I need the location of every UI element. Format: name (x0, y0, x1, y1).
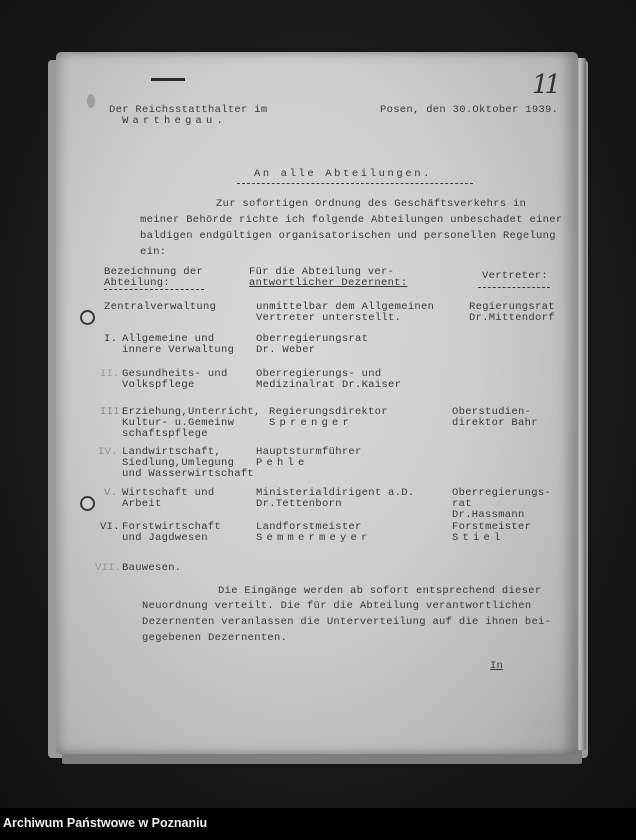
typed-bar-mark (151, 78, 185, 81)
dezernent: Dr.Tettenborn (256, 498, 342, 510)
subject-underline (237, 183, 473, 184)
stain-mark (87, 94, 95, 108)
department-name: Arbeit (122, 498, 162, 510)
punch-hole (80, 496, 95, 511)
intro-line-2: meiner Behörde richte ich folgende Abteilungen unbeschadet einer (140, 214, 563, 226)
punch-hole (80, 310, 95, 325)
dezernent: Hauptsturmführer (256, 446, 362, 458)
sender-line-2: Warthegau. (122, 115, 228, 127)
header-vertreter-underline (478, 287, 550, 288)
department-name: Landwirtschaft, (122, 446, 222, 458)
header-dezernent-2: antwortlicher Dezernent: (249, 277, 408, 289)
archive-name: Archiwum Państwowe w Poznaniu (3, 816, 208, 830)
department-name: schaftspflege (122, 428, 208, 440)
department-numeral: III. (100, 406, 127, 418)
vertreter: Regierungsrat (469, 301, 555, 313)
department-numeral: I. (104, 333, 118, 345)
department-name: Allgemeine und (122, 333, 215, 345)
header-department-1: Bezeichnung der (104, 266, 204, 278)
department-name: und Jagdwesen (122, 532, 208, 544)
dezernent: Vertreter unterstellt. (256, 312, 402, 324)
dezernent: Oberregierungsrat (256, 333, 369, 345)
dezernent: unmittelbar dem Allgemeinen (256, 301, 435, 313)
department-name: Gesundheits- und (122, 368, 228, 380)
department-numeral: IV. (98, 446, 118, 458)
department-numeral: VI. (100, 521, 120, 533)
closing-line-1: Die Eingänge werden ab sofort entsprechend dieser (218, 585, 542, 597)
vertreter: direktor Bahr (452, 417, 538, 429)
closing-line-2: Neuordnung verteilt. Die für die Abteilung verantwortlichen (142, 600, 532, 612)
intro-line-1: Zur sofortigen Ordnung des Geschäftsverkehrs in (216, 198, 527, 210)
header-dezernent-1: Für die Abteilung ver- (249, 266, 395, 278)
department-name: und Wasserwirtschaft (122, 468, 255, 480)
closing-line-4: gegebenen Dezernenten. (142, 632, 288, 644)
vertreter: Oberregierungs- (452, 487, 552, 499)
department-numeral: VII. (95, 562, 122, 574)
vertreter: Stiel (452, 532, 505, 544)
archive-footer (0, 808, 636, 840)
department-numeral: V. (104, 487, 118, 499)
subject-heading: An alle Abteilungen. (254, 168, 433, 180)
department-name: innere Verwaltung (122, 344, 235, 356)
sender-line-1: Der Reichsstatthalter im (109, 104, 268, 116)
dezernent: Dr. Weber (256, 344, 316, 356)
vertreter: Dr.Mittendorf (469, 312, 555, 324)
continuation-marker: In (490, 660, 504, 672)
department-name: Wirtschaft und (122, 487, 215, 499)
dezernent: Landforstmeister (256, 521, 362, 533)
vertreter: Oberstudien- (452, 406, 532, 418)
place-date: Posen, den 30.Oktober 1939. (380, 104, 559, 116)
dezernent: Ministerialdirigent a.D. (256, 487, 415, 499)
intro-line-4: ein: (140, 246, 167, 258)
dezernent: Regierungsdirektor (269, 406, 388, 418)
department-name: Siedlung,Umlegung (122, 457, 235, 469)
closing-line-3: Dezernenten veranlassen die Unterverteilung auf die ihnen bei- (142, 616, 552, 628)
dezernent: Semmermeyer (256, 532, 372, 544)
vertreter: rat (452, 498, 472, 510)
intro-line-3: baldigen endgültigen organisatorischen und personellen Regelung (140, 230, 556, 242)
header-vertreter: Vertreter: (482, 270, 549, 282)
department-name: Volkspflege (122, 379, 195, 391)
department-name: Kultur- u.Gemeinw (122, 417, 235, 429)
vertreter: Forstmeister (452, 521, 532, 533)
dezernent: Pehle (256, 457, 309, 469)
department-name: Zentralverwaltung (104, 301, 217, 313)
vertreter: Dr.Hassmann (452, 509, 525, 521)
folio-number: 11 (532, 70, 558, 100)
dezernent: Oberregierungs- und (256, 368, 382, 380)
dezernent: Medizinalrat Dr.Kaiser (256, 379, 402, 391)
department-numeral: II. (100, 368, 120, 380)
department-name: Bauwesen. (122, 562, 182, 574)
department-name: Erziehung,Unterricht, (122, 406, 261, 418)
department-name: Forstwirtschaft (122, 521, 222, 533)
document-page (56, 52, 578, 754)
header-department-underline (104, 289, 204, 290)
dezernent: Sprenger (269, 417, 354, 429)
header-department-2: Abteilung: (104, 277, 171, 289)
